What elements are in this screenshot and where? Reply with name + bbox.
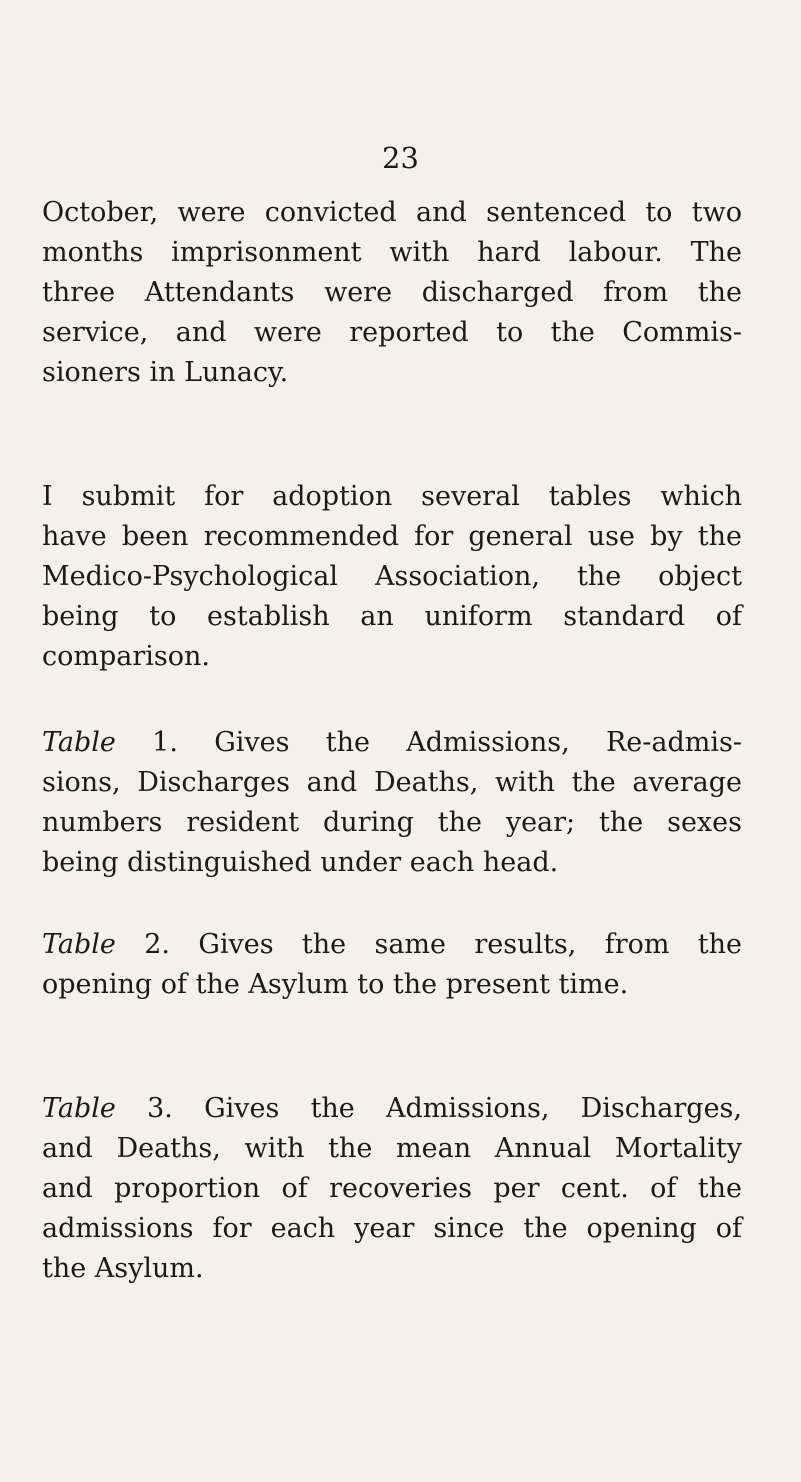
table-label: Table: [42, 727, 116, 758]
text-line-rest: 3. Gives the Admissions, Discharges,: [115, 1093, 742, 1124]
text-line: [42, 925, 742, 965]
text-line: service, and were reported to the Commis-: [42, 317, 742, 348]
text-line: opening of the Asylum to the present time.: [42, 969, 629, 1000]
text-line: sioners in Lunacy.: [42, 357, 289, 388]
page-number: 23: [382, 141, 419, 175]
paragraph-attendants: [42, 193, 742, 393]
paragraph-table-2: [42, 925, 742, 1005]
text-line: three Attendants were discharged from the: [42, 277, 742, 308]
text-line: and proportion of recoveries per cent. of the: [42, 1173, 742, 1204]
text-line: being to establish an uniform standard of: [42, 601, 742, 632]
table-label: Table: [42, 1093, 116, 1124]
text-line-rest: 2. Gives the same results, from the: [115, 929, 742, 960]
text-line: I submit for adoption several tables which: [42, 481, 742, 512]
table-label: Table: [42, 929, 116, 960]
text-line: and Deaths, with the mean Annual Mortality: [42, 1133, 742, 1164]
paragraph-tables-intro: [42, 477, 742, 677]
text-line: sions, Discharges and Deaths, with the average: [42, 767, 742, 798]
text-line: [42, 1089, 742, 1129]
paragraph-table-1: [42, 723, 742, 883]
text-line: being distinguished under each head.: [42, 847, 559, 878]
text-line: Medico-Psychological Association, the object: [42, 561, 742, 592]
text-line-rest: 1. Gives the Admissions, Re-admis-: [115, 727, 742, 758]
text-line: admissions for each year since the opening of: [42, 1213, 742, 1244]
text-line: months imprisonment with hard labour. The: [42, 237, 742, 268]
paragraph-table-3: [42, 1089, 742, 1289]
text-line: [42, 723, 742, 763]
text-line: have been recommended for general use by the: [42, 521, 742, 552]
text-line: October, were convicted and sentenced to two: [42, 197, 742, 228]
text-line: comparison.: [42, 641, 210, 672]
text-line: the Asylum.: [42, 1253, 204, 1284]
text-line: numbers resident during the year; the sexes: [42, 807, 742, 838]
